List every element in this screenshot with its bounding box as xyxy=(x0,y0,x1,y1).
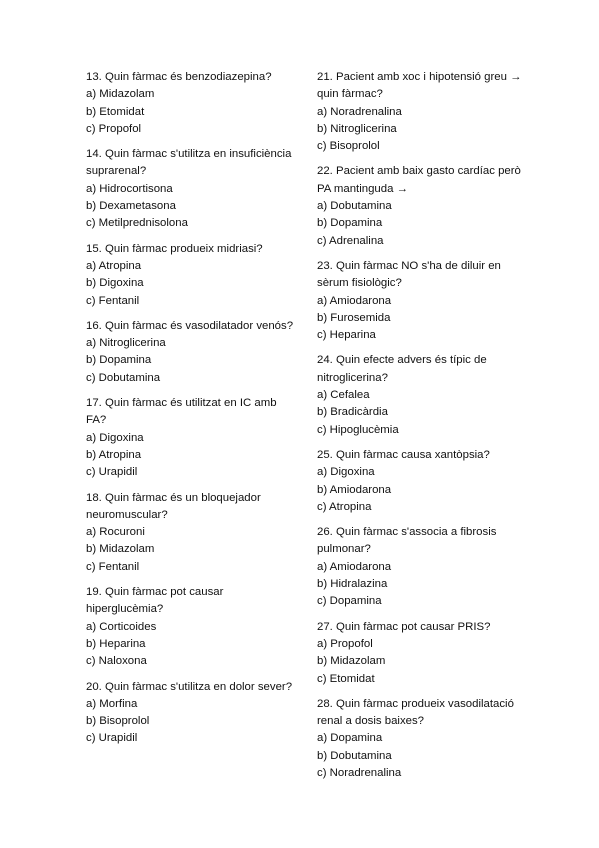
question-block xyxy=(317,163,527,249)
question-block xyxy=(86,395,296,481)
answer-option: c) Urapidil xyxy=(86,732,138,745)
answer-option: a) Noradrenalina xyxy=(317,105,402,118)
question-block xyxy=(86,584,296,670)
answer-option: c) Bisoprolol xyxy=(317,140,380,153)
question-text: 27. Quin fàrmac pot causar PRIS? xyxy=(317,620,491,633)
answer-option: c) Dopamina xyxy=(317,595,382,608)
answer-option: a) Amiodarona xyxy=(317,294,392,307)
answer-option: a) Amiodarona xyxy=(317,560,392,573)
answer-option: c) Dobutamina xyxy=(86,371,161,384)
question-text: 16. Quin fàrmac és vasodilatador venós? xyxy=(86,319,294,332)
answer-option: b) Heparina xyxy=(86,637,146,650)
answer-option: b) Midazolam xyxy=(317,655,386,668)
answer-option: a) Dobutamina xyxy=(317,200,392,213)
right-column xyxy=(317,69,527,790)
answer-option: a) Hidrocortisona xyxy=(86,182,173,195)
answer-option: a) Morfina xyxy=(86,697,138,710)
answer-option: c) Urapidil xyxy=(86,466,138,479)
answer-option: c) Etomidat xyxy=(317,672,375,685)
answer-option: b) Digoxina xyxy=(86,277,144,290)
question-text: 15. Quin fàrmac produeix midriasi? xyxy=(86,242,263,255)
question-block xyxy=(317,524,527,610)
answer-option: a) Midazolam xyxy=(86,88,155,101)
answer-option: a) Corticoides xyxy=(86,620,157,633)
left-column xyxy=(86,69,296,756)
answer-option: a) Digoxina xyxy=(317,466,375,479)
answer-option: a) Rocuroni xyxy=(86,526,145,539)
question-text: 23. Quin fàrmac NO s'ha de diluir en sèrum fisiològic? xyxy=(317,259,501,290)
answer-option: a) Propofol xyxy=(317,637,373,650)
answer-option: a) Digoxina xyxy=(86,431,144,444)
question-block xyxy=(317,619,527,688)
question-text: 28. Quin fàrmac produeix vasodilatació renal a dosis baixes? xyxy=(317,697,514,728)
answer-option: a) Nitroglicerina xyxy=(86,337,166,350)
answer-option: a) Dopamina xyxy=(317,732,383,745)
answer-option: c) Atropina xyxy=(317,500,372,513)
question-block xyxy=(86,318,296,387)
question-block xyxy=(317,447,527,516)
answer-option: b) Bisoprolol xyxy=(86,715,150,728)
answer-option: c) Fentanil xyxy=(86,294,140,307)
question-block xyxy=(86,241,296,310)
answer-option: b) Dopamina xyxy=(86,354,152,367)
answer-option: b) Atropina xyxy=(86,448,142,461)
answer-option: b) Etomidat xyxy=(86,105,145,118)
answer-option: b) Nitroglicerina xyxy=(317,122,397,135)
answer-option: b) Hidralazina xyxy=(317,578,388,591)
question-block xyxy=(86,69,296,138)
question-text: 13. Quin fàrmac és benzodiazepina? xyxy=(86,71,272,83)
answer-option: b) Dexametasona xyxy=(86,200,176,213)
question-text: 26. Quin fàrmac s'associa a fibrosis pulmonar? xyxy=(317,526,497,556)
answer-option: b) Midazolam xyxy=(86,543,155,556)
question-text: 20. Quin fàrmac s'utilitza en dolor sever? xyxy=(86,680,293,693)
question-block xyxy=(317,352,527,438)
question-text: 25. Quin fàrmac causa xantòpsia? xyxy=(317,448,490,461)
question-text: 18. Quin fàrmac és un bloquejador neuromuscular? xyxy=(86,491,261,521)
question-block xyxy=(86,679,296,748)
answer-option: c) Noradrenalina xyxy=(317,766,402,779)
answer-option: b) Bradicàrdia xyxy=(317,406,388,419)
answer-option: c) Metilprednisolona xyxy=(86,217,188,230)
answer-option: c) Heparina xyxy=(317,329,376,342)
answer-option: c) Naloxona xyxy=(86,655,147,668)
question-block xyxy=(86,490,296,576)
answer-option: b) Furosemida xyxy=(317,311,391,324)
answer-option: a) Atropina xyxy=(86,259,142,272)
question-text: 19. Quin fàrmac pot causar hiperglucèmia? xyxy=(86,586,224,616)
question-block xyxy=(317,69,527,155)
answer-option: c) Adrenalina xyxy=(317,234,384,247)
answer-option: a) Cefalea xyxy=(317,389,370,402)
question-block xyxy=(86,146,296,232)
question-block xyxy=(317,696,527,782)
question-block xyxy=(317,258,527,344)
answer-option: b) Amiodarona xyxy=(317,483,392,496)
question-text: 17. Quin fàrmac és utilitzat en IC amb FA? xyxy=(86,397,277,427)
question-text: 22. Pacient amb baix gasto cardíac però PA mantinguda → xyxy=(317,165,521,195)
question-text: 14. Quin fàrmac s'utilitza en insuficiència suprarenal? xyxy=(86,148,292,178)
question-text: 21. Pacient amb xoc i hipotensió greu → quin fàrmac? xyxy=(317,71,522,101)
question-text: 24. Quin efecte advers és típic de nitroglicerina? xyxy=(317,354,487,384)
answer-option: b) Dopamina xyxy=(317,217,383,230)
answer-option: b) Dobutamina xyxy=(317,749,392,762)
answer-option: c) Fentanil xyxy=(86,560,140,573)
answer-option: c) Propofol xyxy=(86,122,142,135)
answer-option: c) Hipoglucèmia xyxy=(317,423,399,436)
